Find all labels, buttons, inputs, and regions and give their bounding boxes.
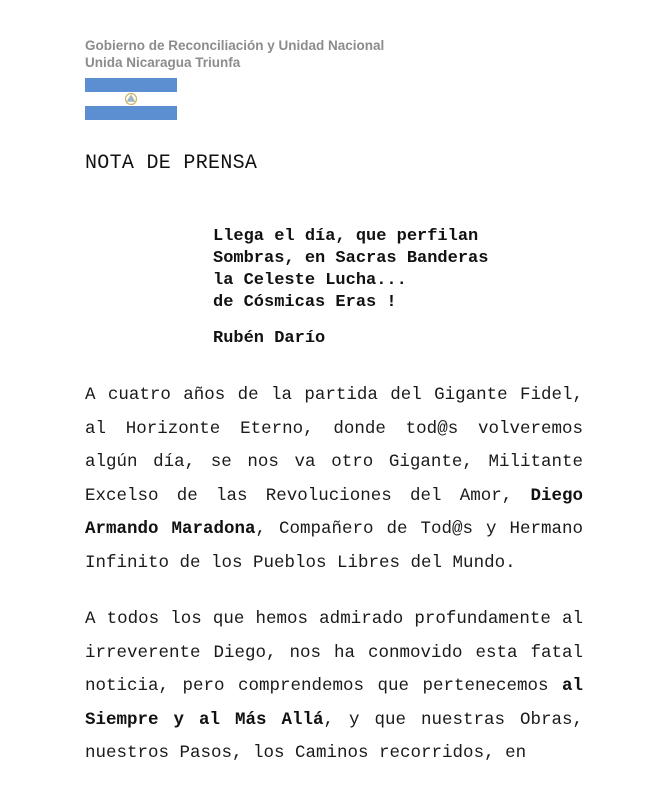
government-header [85,37,384,71]
paragraph-2 [85,603,583,771]
nicaragua-flag-icon [85,78,177,120]
paragraph-1-bold: Diego Armando Maradona [85,485,583,539]
paragraph-1 [85,379,583,580]
paragraph-2-text-a: A todos los que hemos admirado profundamente al irreverente Diego, nos ha conmovido esta fatal noticia, pero comprendemos que pertenecemos [85,609,583,696]
page-title: NOTA DE PRENSA [85,152,258,175]
poem-line: Llega el día, que perfilan [213,227,479,246]
paragraph-2-text-b: , y que nuestras Obras, nuestros Pasos, los Caminos recorridos, en [85,709,583,763]
poem-author: Rubén Darío [213,329,326,348]
header-line-2: Unida Nicaragua Triunfa [85,55,241,70]
poem-epigraph [213,226,488,314]
poem-line: de Cósmicas Eras ! [213,293,397,312]
poem-line: la Celeste Lucha... [213,271,407,290]
poem-line: Sombras, en Sacras Banderas [213,249,489,268]
paragraph-1-text-b: , Compañero de Tod@s y Hermano Infinito de los Pueblos Libres del Mundo. [85,519,583,573]
header-line-1: Gobierno de Reconciliación y Unidad Nacional [85,38,385,53]
paragraph-1-text-a: A cuatro años de la partida del Gigante Fidel, al Horizonte Eterno, donde tod@s volveremos algún día, se nos va otro Gigante, Militante Excelso de las Revoluciones del Amor, [85,385,583,506]
paragraph-2-bold: al Siempre y al Más Allá [85,676,583,730]
